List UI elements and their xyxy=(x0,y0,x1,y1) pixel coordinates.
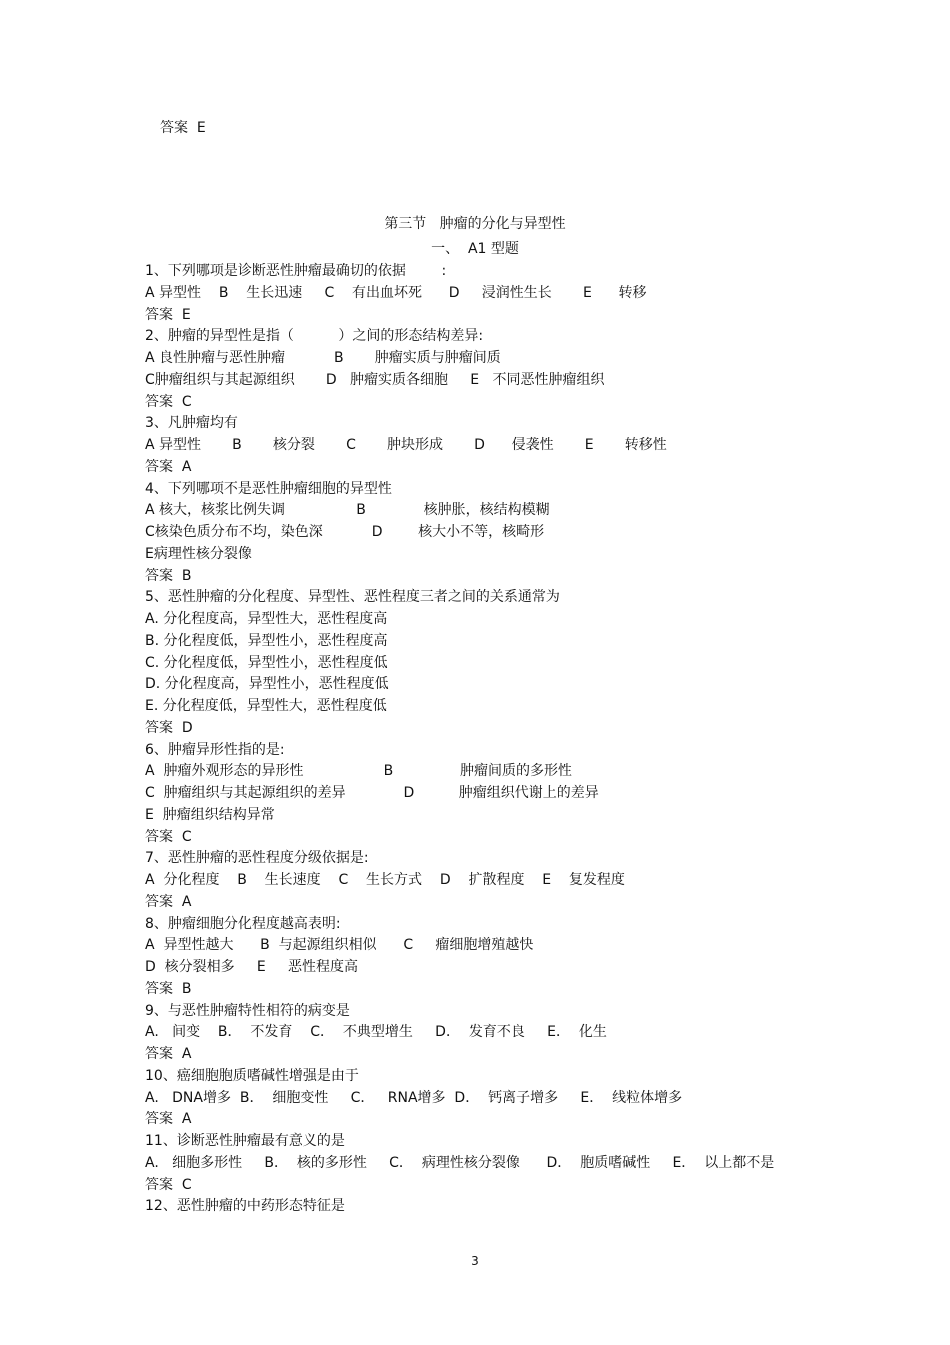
text-line: 3、凡肿瘤均有 xyxy=(145,415,238,432)
text-line: E 肿瘤组织结构异常 xyxy=(145,806,275,823)
text-line: B. 分化程度低，异型性小，恶性程度高 xyxy=(145,632,388,649)
text-line: A. 分化程度高，异型性大，恶性程度高 xyxy=(145,611,388,627)
text-line: A. 间变 B． 不发育 C． 不典型增生 D． 发育不良 E． 化生 xyxy=(145,1024,607,1041)
top-answer: 答案 E xyxy=(160,120,206,136)
text-line: 答案 C xyxy=(145,1176,192,1193)
section-title: 第三节 肿瘤的分化与异型性 xyxy=(384,216,566,232)
text-line: 1、下列哪项是诊断恶性肿瘤最确切的依据 : xyxy=(145,263,447,279)
text-line: C 肿瘤组织与其起源组织的差异 D 肿瘤组织代谢上的差异 xyxy=(145,785,599,801)
text-line: 答案 A xyxy=(145,1046,192,1062)
text-line: 答案 D xyxy=(145,719,193,736)
text-line: A. DNA增多 B． 细胞变性 C． RNA增多 D． 钙离子增多 E． 线粒体增多 xyxy=(145,1089,683,1106)
text-line: 9、与恶性肿瘤特性相符的病变是 xyxy=(145,1002,350,1019)
text-line: 10、癌细胞胞质嗜碱性增强是由于 xyxy=(145,1067,359,1084)
text-line: 答案 C xyxy=(145,828,192,845)
text-line: A 异型性越大 B 与起源组织相似 C 瘤细胞增殖越快 xyxy=(145,937,534,954)
text-line: C核染色质分布不均，染色深 D 核大小不等，核畸形 xyxy=(145,524,545,540)
text-line: 答案 B xyxy=(145,567,192,584)
text-line: E. 分化程度低，异型性大，恶性程度低 xyxy=(145,698,387,714)
text-line: 答案 C xyxy=(145,393,192,410)
text-line: A 良性肿瘤与恶性肿瘤 B 肿瘤实质与肿瘤间质 xyxy=(145,350,501,366)
text-line: A 异型性 B 生长迅速 C 有出血坏死 D 浸润性生长 E 转移 xyxy=(145,284,647,301)
section-subtitle: 一、 A1 型题 xyxy=(431,241,519,257)
text-line: C肿瘤组织与其起源组织 D 肿瘤实质各细胞 E 不同恶性肿瘤组织 xyxy=(145,371,605,388)
text-line: 答案 B xyxy=(145,980,192,997)
text-line: D 核分裂相多 E 恶性程度高 xyxy=(145,959,359,975)
text-line: 答案 A xyxy=(145,893,192,910)
text-line: 11、诊断恶性肿瘤最有意义的是 xyxy=(145,1133,345,1149)
text-line: D. 分化程度高，异型性小，恶性程度低 xyxy=(145,676,389,693)
text-line: 答案 A xyxy=(145,1111,192,1128)
text-line: 答案 E xyxy=(145,306,191,323)
text-line: A 肿瘤外观形态的异形性 B 肿瘤间质的多形性 xyxy=(145,763,572,780)
text-line: 8、肿瘤细胞分化程度越高表明: xyxy=(145,915,341,932)
text-line: 2、肿瘤的异型性是指（ ）之间的形态结构差异: xyxy=(145,328,484,345)
page-number: 3 xyxy=(471,1254,479,1268)
text-line: 12、恶性肿瘤的中药形态特征是 xyxy=(145,1198,345,1215)
text-line: 4、下列哪项不是恶性肿瘤细胞的异型性 xyxy=(145,480,392,497)
text-line: A 核大，核浆比例失调 B 核肿胀，核结构模糊 xyxy=(145,502,550,519)
text-line: C. 分化程度低，异型性小，恶性程度低 xyxy=(145,654,388,671)
text-line: 7、恶性肿瘤的恶性程度分级依据是: xyxy=(145,850,369,867)
text-line: A 异型性 B 核分裂 C 肿块形成 D 侵袭性 E 转移性 xyxy=(145,437,667,453)
text-line: 6、肿瘤异形性指的是: xyxy=(145,741,285,758)
text-line: 答案 A xyxy=(145,458,192,475)
text-line: A 分化程度 B 生长速度 C 生长方式 D 扩散程度 E 复发程度 xyxy=(145,872,625,888)
text-line: A. 细胞多形性 B． 核的多形性 C． 病理性核分裂像 D． 胞质嗜碱性 E． 以上都不是 xyxy=(145,1154,775,1171)
text-line: 5、恶性肿瘤的分化程度、异型性、恶性程度三者之间的关系通常为 xyxy=(145,589,560,606)
text-line: E病理性核分裂像 xyxy=(145,545,252,562)
